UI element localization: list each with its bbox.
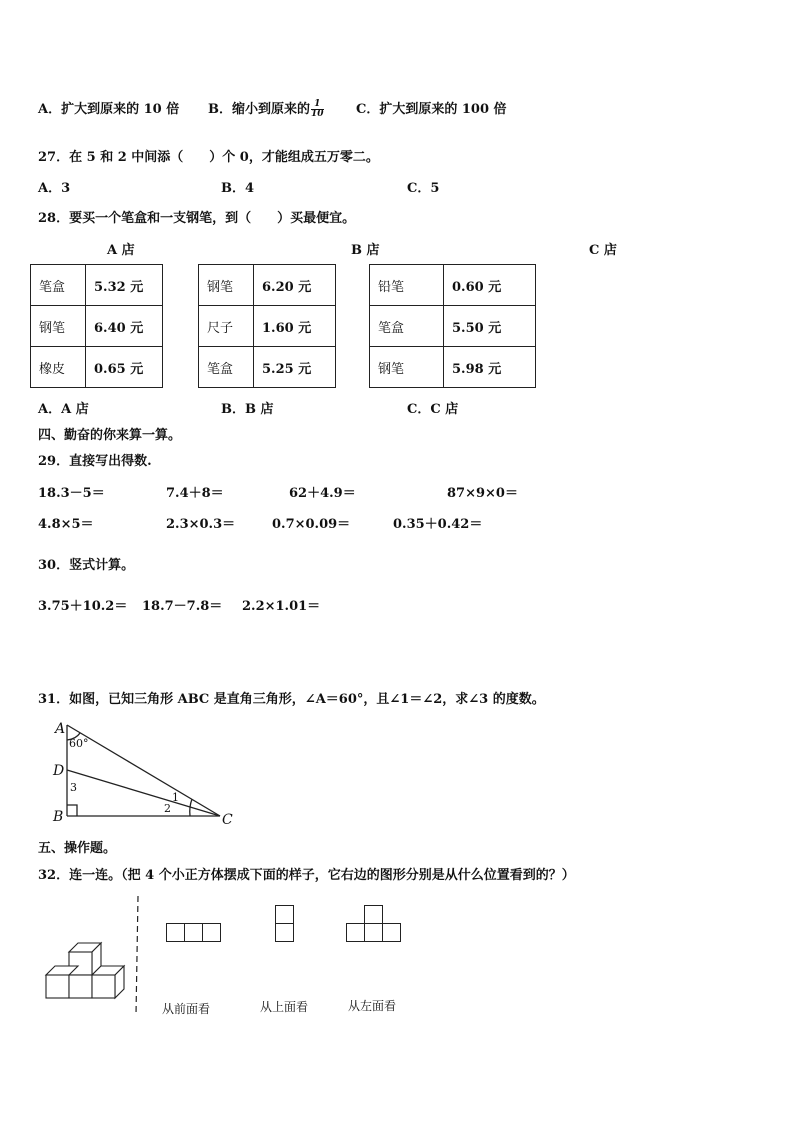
price-cell: 6.40 元 [86, 306, 163, 347]
price-cell: 5.32 元 [86, 265, 163, 306]
cube-top-face [92, 966, 124, 975]
q27-stem: 27．在 5 和 2 中间添（ ）个 0，才能组成五万零二。 [38, 150, 379, 165]
item-cell: 笔盒 [31, 265, 86, 306]
view-square [166, 923, 185, 942]
table-row [31, 306, 163, 347]
angle-3-label: 3 [70, 781, 77, 794]
view-square [184, 923, 203, 942]
q28-option-b[interactable]: B．B 店 [221, 402, 274, 417]
dashed-divider [136, 896, 138, 1015]
view-label-top[interactable]: 从上面看 [260, 1000, 309, 1014]
table-row [199, 347, 336, 388]
cube-side-face [115, 966, 124, 998]
store-c-table [369, 264, 536, 388]
item-cell: 钢笔 [370, 347, 444, 388]
q29-item: 0.7×0.09＝ [272, 517, 351, 532]
cube-front-face [92, 975, 115, 998]
view-square [275, 923, 294, 942]
view-square [202, 923, 221, 942]
cube-front-face [69, 975, 92, 998]
price-cell: 5.50 元 [444, 306, 536, 347]
q29-item: 87×9×0＝ [447, 486, 518, 501]
q26-option-c[interactable]: C．扩大到原来的 100 倍 [356, 102, 507, 117]
angle-2-label: 2 [164, 802, 171, 815]
right-angle-mark [67, 805, 77, 816]
angle-a-arc [67, 733, 80, 740]
table-row [370, 265, 536, 306]
label-d: D [53, 763, 65, 779]
angle-c-arc [190, 799, 192, 816]
angle-1-label: 1 [172, 791, 179, 804]
item-cell: 笔盒 [199, 347, 254, 388]
q28-option-c[interactable]: C．C 店 [407, 402, 459, 417]
view-square [275, 905, 294, 924]
q29-item: 62＋4.9＝ [289, 486, 356, 501]
side-ac [67, 725, 220, 816]
table-row [199, 265, 336, 306]
cube-side-face [92, 943, 101, 975]
price-cell: 0.65 元 [86, 347, 163, 388]
price-cell: 1.60 元 [254, 306, 336, 347]
fraction-denominator: 10 [311, 109, 324, 119]
q29-stem: 29．直接写出得数. [38, 454, 152, 469]
price-cell: 6.20 元 [254, 265, 336, 306]
q32-stem: 32．连一连。（把 4 个小正方体摆成下面的样子，它右边的图形分别是从什么位置看到的？） [38, 868, 575, 883]
q29-item: 7.4＋8＝ [166, 486, 224, 501]
store-a-name: A 店 [107, 243, 135, 258]
fraction-one-tenth [311, 100, 324, 119]
q27-option-c[interactable]: C．5 [407, 181, 440, 196]
q30-item: 18.7－7.8＝ [142, 599, 223, 614]
view-label-left[interactable]: 从左面看 [348, 999, 397, 1013]
q31-stem: 31．如图，已知三角形 ABC 是直角三角形，∠A＝60°，且∠1＝∠2，求∠3 的度数。 [38, 692, 545, 707]
item-cell: 钢笔 [31, 306, 86, 347]
q29-item: 18.3－5＝ [38, 486, 105, 501]
section-5-heading: 五、操作题。 [38, 841, 117, 856]
view-square [346, 923, 365, 942]
item-cell: 笔盒 [370, 306, 444, 347]
cube-top-face [46, 966, 78, 975]
item-cell: 尺子 [199, 306, 254, 347]
q29-item: 2.3×0.3＝ [166, 517, 236, 532]
fraction-numerator: 1 [311, 100, 324, 110]
view-square [364, 905, 383, 924]
q26-option-b[interactable] [208, 98, 324, 119]
q29-item: 0.35＋0.42＝ [393, 517, 483, 532]
view-square [364, 923, 383, 942]
item-cell: 铅笔 [370, 265, 444, 306]
price-cell: 5.25 元 [254, 347, 336, 388]
item-cell: 橡皮 [31, 347, 86, 388]
q30-item: 2.2×1.01＝ [242, 599, 321, 614]
table-row [31, 265, 163, 306]
q27-option-b[interactable]: B．4 [221, 181, 255, 196]
price-cell: 0.60 元 [444, 265, 536, 306]
q26-option-b-text: B．缩小到原来的 [208, 102, 310, 117]
angle-60-label: 60° [69, 737, 89, 750]
label-b: B [53, 809, 64, 825]
q29-item: 4.8×5＝ [38, 517, 94, 532]
q28-option-a[interactable]: A．A 店 [38, 402, 89, 417]
q28-stem: 28．要买一个笔盒和一支钢笔，到（ ）买最便宜。 [38, 211, 356, 226]
store-a-table [30, 264, 163, 388]
store-c-name: C 店 [589, 243, 617, 258]
cube-front-face [46, 975, 69, 998]
table-row [370, 306, 536, 347]
store-b-table [198, 264, 336, 388]
q26-option-a[interactable]: A．扩大到原来的 10 倍 [38, 102, 180, 117]
price-cell: 5.98 元 [444, 347, 536, 388]
table-row [370, 347, 536, 388]
segment-dc [67, 770, 220, 816]
store-b-name: B 店 [351, 243, 380, 258]
table-row [199, 306, 336, 347]
table-row [31, 347, 163, 388]
label-a: A [55, 721, 66, 737]
view-label-front[interactable]: 从前面看 [162, 1002, 211, 1016]
q30-item: 3.75＋10.2＝ [38, 599, 128, 614]
cube-front-face [69, 952, 92, 975]
label-c: C [222, 812, 233, 828]
view-square [382, 923, 401, 942]
cube-top-face [69, 943, 101, 952]
item-cell: 钢笔 [199, 265, 254, 306]
q27-option-a[interactable]: A．3 [38, 181, 71, 196]
section-4-heading: 四、勤奋的你来算一算。 [38, 428, 182, 443]
q30-stem: 30．竖式计算。 [38, 558, 135, 573]
